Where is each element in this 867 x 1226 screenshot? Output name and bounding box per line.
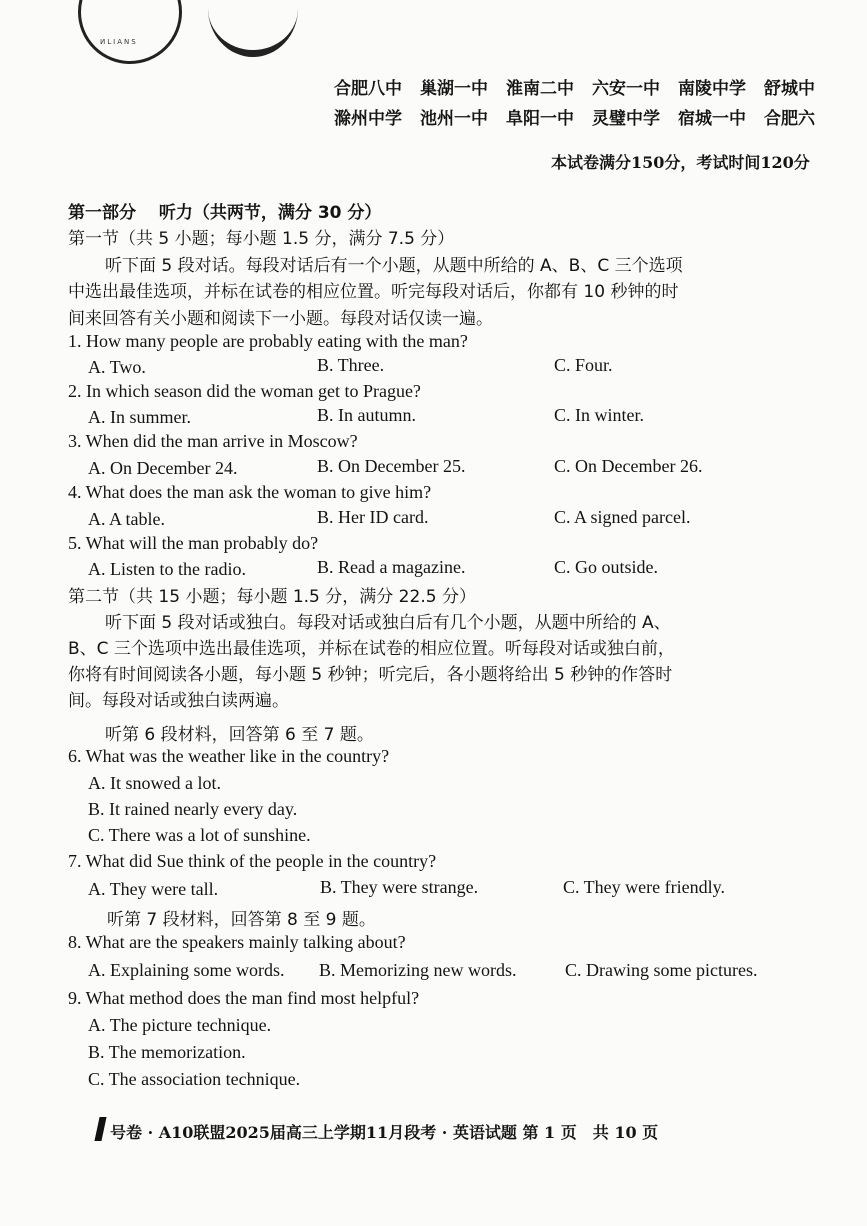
option-b: B. Read a magazine. xyxy=(317,557,466,577)
option-b: B. In autumn. xyxy=(317,405,416,425)
section2-instruction: B、C 三个选项中选出最佳选项，并标在试卷的相应位置。听每段对话或独白前， xyxy=(68,639,675,659)
question-3: 3. When did the man arrive in Moscow? xyxy=(68,431,358,451)
option-b: B. Her ID card. xyxy=(317,507,429,527)
section2-instruction: 听下面 5 段对话或独白。每段对话或独白后有几个小题，从题中所给的 A、 xyxy=(105,613,671,633)
option-b: B. Memorizing new words. xyxy=(319,960,517,980)
part1-title: 第一部分 听力（共两节，满分 30 分） xyxy=(68,203,382,223)
school-name: 淮南二中 xyxy=(506,79,574,99)
section1-title: 第一节（共 5 小题；每小题 1.5 分，满分 7.5 分） xyxy=(68,229,455,249)
section1-instruction: 中选出最佳选项，并标在试卷的相应位置。听完每段对话后，你都有 10 秒钟的时 xyxy=(68,282,679,302)
brand-logo xyxy=(94,1117,106,1141)
schools-row-1 xyxy=(334,74,833,99)
section2-instruction: 你将有时间阅读各小题，每小题 5 秒钟；听完后，各小题将给出 5 秒钟的作答时 xyxy=(68,665,673,685)
school-name: 阜阳一中 xyxy=(506,109,574,129)
option-b: B. They were strange. xyxy=(320,877,479,897)
question-7: 7. What did Sue think of the people in the country? xyxy=(68,851,437,871)
section1-instruction: 间来回答有关小题和阅读下一小题。每段对话仅读一遍。 xyxy=(68,309,493,329)
material-7-heading: 听第 7 段材料，回答第 8 至 9 题。 xyxy=(107,910,376,930)
question-8: 8. What are the speakers mainly talking about? xyxy=(68,932,406,952)
school-name: 南陵中学 xyxy=(678,79,746,99)
option-c: C. A signed parcel. xyxy=(554,507,691,527)
option-c: C. In winter. xyxy=(554,405,644,425)
option-a: A. Explaining some words. xyxy=(88,960,285,980)
option-a: A. In summer. xyxy=(88,407,191,427)
school-name: 合肥六 xyxy=(764,109,815,129)
option-a: A. A table. xyxy=(88,509,165,529)
question-1: 1. How many people are probably eating with the man? xyxy=(68,331,468,351)
question-6: 6. What was the weather like in the country? xyxy=(68,746,390,766)
option-a: A. Listen to the radio. xyxy=(88,559,246,579)
option-c: C. They were friendly. xyxy=(563,877,725,897)
school-name: 滁州中学 xyxy=(334,109,402,129)
option-c: C. Four. xyxy=(554,355,613,375)
school-name: 六安一中 xyxy=(592,79,660,99)
option-c: C. There was a lot of sunshine. xyxy=(88,825,311,845)
option-c: C. Drawing some pictures. xyxy=(565,960,758,980)
option-b: B. It rained nearly every day. xyxy=(88,799,298,819)
question-4: 4. What does the man ask the woman to give him? xyxy=(68,482,432,502)
material-6-heading: 听第 6 段材料，回答第 6 至 7 题。 xyxy=(105,725,374,745)
section2-title: 第二节（共 15 小题；每小题 1.5 分，满分 22.5 分） xyxy=(68,587,476,607)
option-a: A. They were tall. xyxy=(88,879,219,899)
option-c: C. On December 26. xyxy=(554,456,703,476)
section1-instruction: 听下面 5 段对话。每段对话后有一个小题，从题中所给的 A、B、C 三个选项 xyxy=(105,256,683,276)
page-footer: 号卷 · A10联盟2025届高三上学期11月段考 · 英语试题 第 1 页 共 10 页 xyxy=(110,1123,659,1142)
full-score-note: 本试卷满分150分，考试时间120分 xyxy=(551,153,810,172)
school-seal-right xyxy=(208,0,298,57)
option-a: A. It snowed a lot. xyxy=(88,773,221,793)
school-name: 合肥八中 xyxy=(334,79,402,99)
option-c: C. The association technique. xyxy=(88,1069,301,1089)
schools-row-2 xyxy=(334,104,833,129)
school-name: 灵璧中学 xyxy=(592,109,660,129)
school-name: 宿城一中 xyxy=(678,109,746,129)
section2-instruction: 间。每段对话或独白读两遍。 xyxy=(68,691,289,711)
option-c: C. Go outside. xyxy=(554,557,659,577)
option-b: B. The memorization. xyxy=(88,1042,246,1062)
option-b: B. On December 25. xyxy=(317,456,466,476)
question-2: 2. In which season did the woman get to Prague? xyxy=(68,381,421,401)
question-5: 5. What will the man probably do? xyxy=(68,533,319,553)
school-seal-left xyxy=(78,0,182,64)
school-name: 巢湖一中 xyxy=(420,79,488,99)
option-a: A. Two. xyxy=(88,357,146,377)
option-a: A. On December 24. xyxy=(88,458,238,478)
option-b: B. Three. xyxy=(317,355,385,375)
seal-text: ИLIANS xyxy=(100,38,138,46)
option-a: A. The picture technique. xyxy=(88,1015,272,1035)
question-9: 9. What method does the man find most helpful? xyxy=(68,988,420,1008)
school-name: 舒城中 xyxy=(764,79,815,99)
school-name: 池州一中 xyxy=(420,109,488,129)
